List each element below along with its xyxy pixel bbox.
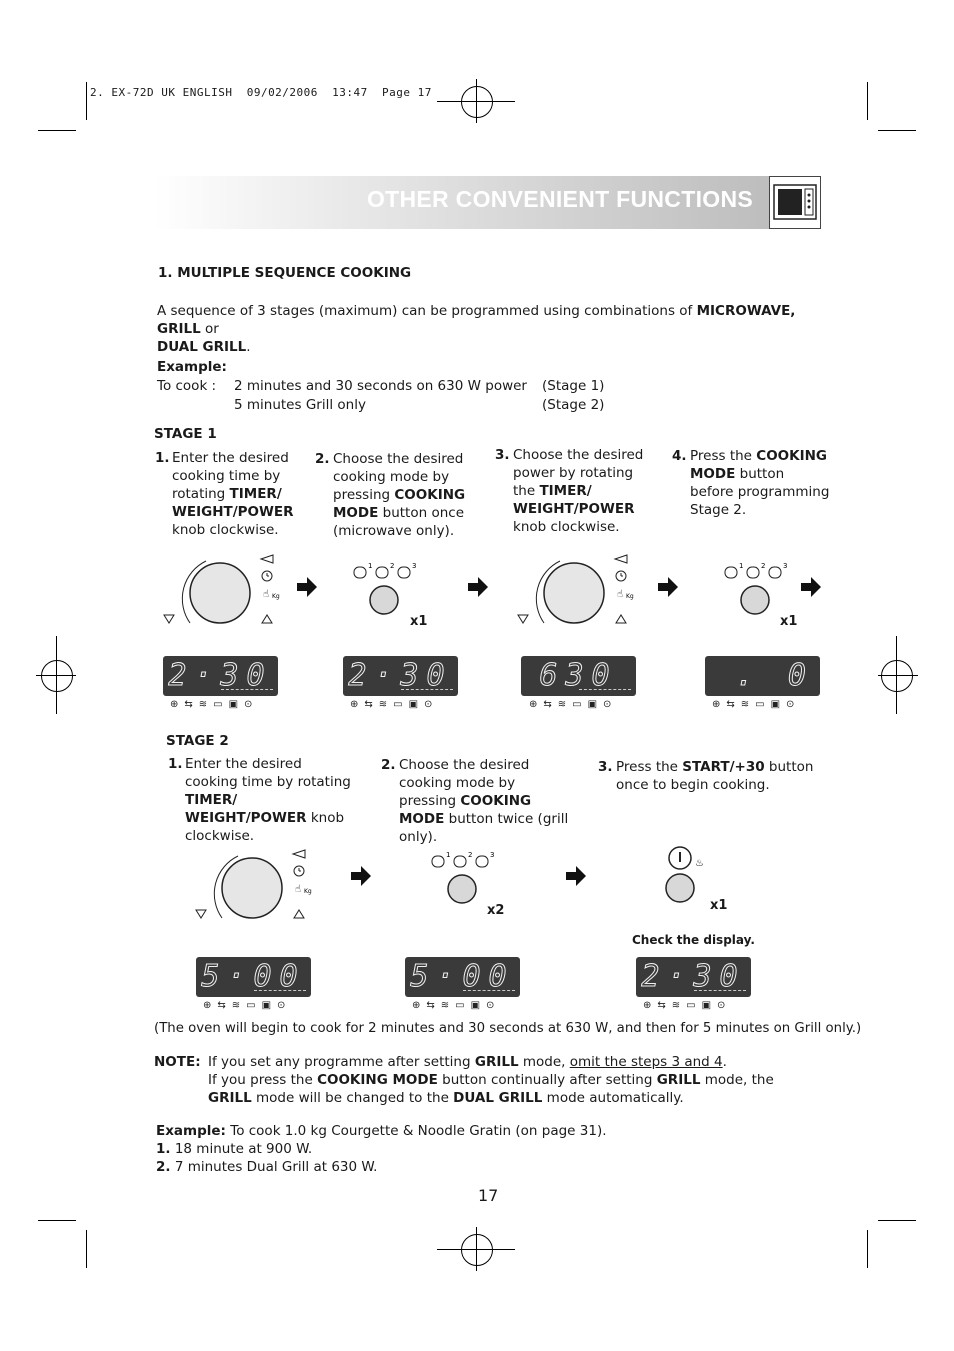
example-line1: 2 minutes and 30 seconds on 630 W power <box>234 378 527 394</box>
stage1-step3 <box>513 446 648 536</box>
display-mode-icons: ⊕⇆≋▭▣⊙ <box>350 699 439 710</box>
example2-s2: 7 minutes Dual Grill at 630 W. <box>170 1159 378 1175</box>
cooking-mode-button-group <box>428 847 508 907</box>
registration-mark <box>461 1234 493 1266</box>
svg-text:1: 1 <box>368 562 373 570</box>
display-digits: 2·30 <box>641 959 746 994</box>
svg-text:☝: ☝ <box>617 589 624 600</box>
note-l1-d: . <box>722 1054 727 1070</box>
lcd-display <box>705 656 820 696</box>
stage1-step3-a: Choose the desired power by rotating the <box>513 447 644 499</box>
display-mode-icons: ⊕⇆≋▭▣⊙ <box>412 1000 501 1011</box>
stage2-step1-b: TIMER/ WEIGHT/POWER <box>185 792 307 826</box>
display-digits: 5·00 <box>410 959 515 994</box>
svg-text:1: 1 <box>739 562 744 570</box>
registration-mark <box>881 660 913 692</box>
stage2-step1-num: 1. <box>168 756 183 772</box>
example2-s1-num: 1. <box>156 1141 171 1157</box>
lcd-display <box>163 656 278 696</box>
registration-mark <box>461 86 493 118</box>
section-title: 1. MULTIPLE SEQUENCE COOKING <box>158 265 412 281</box>
svg-text:2: 2 <box>761 562 766 570</box>
stage2-step1-c: knob clockwise. <box>185 810 345 844</box>
svg-text:♨: ♨ <box>695 858 704 869</box>
note-l2-d: GRILL <box>656 1072 701 1088</box>
stage1-step2-b: COOKING MODE <box>333 487 466 521</box>
display-mode-icons: ⊕⇆≋▭▣⊙ <box>203 1000 292 1011</box>
page-number: 17 <box>478 1186 499 1205</box>
stage2-step1 <box>185 755 355 845</box>
crop-mark <box>878 130 916 131</box>
stage2-label: STAGE 2 <box>166 733 229 749</box>
svg-text:Kg: Kg <box>626 593 634 600</box>
arrow-right-icon <box>565 865 587 887</box>
lcd-display <box>521 656 636 696</box>
stage1-step1 <box>172 449 307 539</box>
stage2-step2-num: 2. <box>381 757 396 773</box>
lcd-display <box>636 957 751 997</box>
crop-mark <box>867 82 868 120</box>
press-count: x2 <box>487 903 505 918</box>
registration-mark <box>41 660 73 692</box>
microwave-icon <box>769 176 821 229</box>
note-l3-a: GRILL <box>208 1090 252 1106</box>
svg-text:2: 2 <box>390 562 395 570</box>
stage1-step2-c: button once (microwave only). <box>333 505 464 539</box>
display-digits: . 0 <box>735 658 814 693</box>
arrow-right-icon <box>350 865 372 887</box>
press-count: x1 <box>710 898 728 913</box>
press-count: x1 <box>410 614 428 629</box>
summary-text: (The oven will begin to cook for 2 minutes and 30 seconds at 630 W, and then for 5 minutes on Grill only.) <box>154 1021 862 1036</box>
stage1-step3-b: TIMER/ WEIGHT/POWER <box>513 483 635 517</box>
note-l2-b: COOKING MODE <box>317 1072 438 1088</box>
crop-mark <box>38 130 76 131</box>
intro-text <box>157 302 827 356</box>
lcd-display <box>405 957 520 997</box>
svg-text:1: 1 <box>446 851 451 859</box>
stage2-step3 <box>616 758 816 794</box>
registration-mark <box>878 675 918 676</box>
display-mode-icons: ⊕⇆≋▭▣⊙ <box>170 699 259 710</box>
intro-e: . <box>246 339 251 355</box>
intro-a: A sequence of 3 stages (maximum) can be programmed using combinations of <box>157 303 697 319</box>
display-mode-icons: ⊕⇆≋▭▣⊙ <box>643 1000 732 1011</box>
note-l1-a: If you set any programme after setting <box>208 1054 475 1070</box>
intro-c: or <box>200 321 219 337</box>
stage1-step1-num: 1. <box>155 450 170 466</box>
stage1-step3-c: knob clockwise. <box>513 519 620 535</box>
stage1-step2-a: Choose the desired cooking mode by pressing <box>333 451 464 503</box>
note-label: NOTE: <box>154 1054 201 1070</box>
crop-mark <box>878 1220 916 1221</box>
svg-text:Kg: Kg <box>304 888 312 895</box>
stage2-step2 <box>399 756 574 846</box>
note-l2-a: If you press the <box>208 1072 318 1088</box>
arrow-right-icon <box>296 576 318 598</box>
stage1-step1-b: TIMER/ WEIGHT/POWER <box>172 486 294 520</box>
registration-mark <box>476 1227 477 1271</box>
section-banner <box>154 176 821 229</box>
stage1-step1-c: knob clockwise. <box>172 522 279 538</box>
stage2-step3-b: START/+30 <box>682 759 765 775</box>
example2-label: Example: <box>156 1123 226 1139</box>
note-l1-u: omit the steps 3 and 4 <box>569 1054 723 1070</box>
example2-s1: 18 minute at 900 W. <box>170 1141 313 1157</box>
check-display-label: Check the display. <box>632 933 755 947</box>
crop-mark <box>38 1220 76 1221</box>
stage1-step1-a: Enter the desired cooking time by rotating <box>172 450 289 502</box>
crop-mark <box>86 1230 87 1268</box>
start-button-icon[interactable] <box>660 844 720 906</box>
example2-text: To cook 1.0 kg Courgette & Noodle Gratin (on page 31). <box>225 1123 607 1139</box>
display-mode-icons: ⊕⇆≋▭▣⊙ <box>712 699 801 710</box>
stage2-step1-a: Enter the desired cooking time by rotating <box>185 756 351 790</box>
stage1-step4-num: 4. <box>672 448 687 464</box>
note-l1-c: mode, <box>518 1054 570 1070</box>
stage1-step4 <box>690 447 830 519</box>
example-line2-stage: (Stage 2) <box>542 397 605 413</box>
svg-text:3: 3 <box>490 851 495 859</box>
stage1-step4-b: COOKING MODE <box>690 448 828 482</box>
crop-mark <box>867 1230 868 1268</box>
stage2-step2-c: button twice (grill only). <box>399 811 569 845</box>
stage1-step3-num: 3. <box>495 447 510 463</box>
note-l1-b: GRILL <box>474 1054 519 1070</box>
note-l3-c: DUAL GRILL <box>453 1090 543 1106</box>
intro-d: DUAL GRILL <box>157 339 247 355</box>
example-to-cook: To cook : <box>157 378 217 394</box>
registration-mark <box>896 636 897 714</box>
note-l3-b: mode will be changed to the <box>251 1090 454 1106</box>
banner-title: OTHER CONVENIENT FUNCTIONS <box>366 186 753 212</box>
timer-weight-power-knob[interactable] <box>514 553 638 633</box>
lcd-display <box>343 656 458 696</box>
registration-mark <box>56 636 57 714</box>
note-text <box>208 1053 828 1107</box>
svg-text:☝: ☝ <box>295 884 302 895</box>
stage2-step2-a: Choose the desired cooking mode by pressing <box>399 757 530 809</box>
crop-mark <box>86 82 87 120</box>
display-digits: 630 <box>539 658 618 693</box>
display-digits: 2·30 <box>168 658 273 693</box>
stage1-step4-c: button before programming Stage 2. <box>690 466 830 518</box>
stage1-label: STAGE 1 <box>154 426 217 442</box>
stage2-step3-num: 3. <box>598 759 613 775</box>
example-line2: 5 minutes Grill only <box>234 397 366 413</box>
example2-s2-num: 2. <box>156 1159 171 1175</box>
cooking-mode-button-group <box>721 558 801 618</box>
svg-text:3: 3 <box>783 562 788 570</box>
stage2-step3-a: Press the <box>616 759 683 775</box>
arrow-right-icon <box>800 576 822 598</box>
cooking-mode-button-group <box>350 558 430 618</box>
lcd-display <box>196 957 311 997</box>
example-label: Example: <box>157 359 227 375</box>
svg-text:3: 3 <box>412 562 417 570</box>
svg-text:2: 2 <box>468 851 473 859</box>
stage1-step2-num: 2. <box>315 451 330 467</box>
stage1-step2 <box>333 450 473 540</box>
note-l3-d: mode automatically. <box>542 1090 684 1106</box>
svg-text:☝: ☝ <box>263 589 270 600</box>
stage2-step3-c: button once to begin cooking. <box>616 759 814 793</box>
kg-label: Kg <box>272 593 280 600</box>
registration-mark <box>476 79 477 123</box>
note-l2-e: mode, the <box>700 1072 774 1088</box>
print-header: 2. EX-72D UK ENGLISH 09/02/2006 13:47 Page 17 <box>90 86 432 99</box>
stage2-step2-b: COOKING MODE <box>399 793 532 827</box>
arrow-right-icon <box>467 576 489 598</box>
note-l2-c: button continually after setting <box>437 1072 657 1088</box>
display-digits: 5·00 <box>201 959 306 994</box>
display-mode-icons: ⊕⇆≋▭▣⊙ <box>529 699 618 710</box>
example-line1-stage: (Stage 1) <box>542 378 605 394</box>
timer-weight-power-knob[interactable] <box>192 848 316 928</box>
intro-b: MICROWAVE, GRILL <box>157 303 796 337</box>
press-count: x1 <box>780 614 798 629</box>
arrow-right-icon <box>657 576 679 598</box>
stage1-step4-a: Press the <box>690 448 757 464</box>
example2 <box>156 1122 816 1176</box>
display-digits: 2·30 <box>348 658 453 693</box>
timer-weight-power-knob[interactable] <box>160 553 280 633</box>
